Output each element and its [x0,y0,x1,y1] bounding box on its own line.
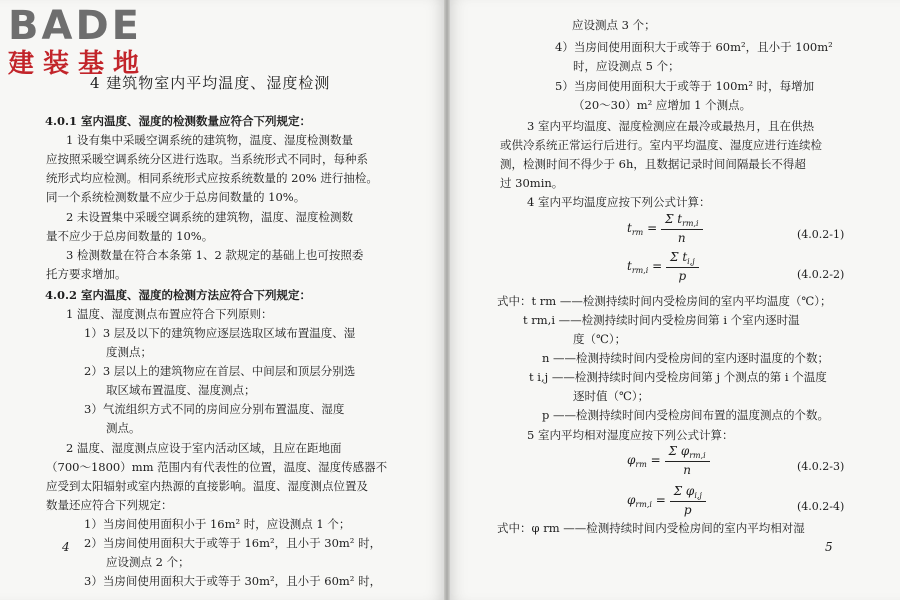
text-line: 应设测点 2 个； [106,555,190,569]
text-line: n ——检测持续时间内受检房间的室内逐时温度的个数； [542,351,830,365]
eq2-num: Σ t [670,250,688,264]
eq4-den: p [683,503,692,517]
eq1-lhs: t [627,221,632,235]
eq2-num-sub: i,j [687,257,695,266]
equation-4-0-2-2: $t_{rm,i}$ = $\frac{\Sigma t_{i,j}}{p}$ [627,250,699,283]
text-line: 统形式均应检测。相同系统形式应按系统数量的 20% 进行抽检。 [46,171,378,185]
text-line: 2 未设置集中采暖空调系统的建筑物，温度、湿度检测数 [66,210,353,224]
eq2-number: (4.0.2-2) [797,268,845,281]
eq3-fraction [665,444,710,477]
text-line: t i,j ——检测持续时间内受检房间第 j 个测点的第 i 个温度 [529,370,827,384]
text-line: 取区域布置温度、湿度测点； [106,383,256,397]
equation-4-0-2-3: $\varphi_{rm}$ = $\frac{\Sigma \varphi_{rm,i}}{n}$ [627,444,710,477]
text-line: 时，应设测点 5 个； [573,59,680,73]
watermark-logo [8,3,178,80]
eq1-number: (4.0.2-1) [797,228,845,241]
page-number-right: 5 [825,540,833,554]
text-line: 2 温度、湿度测点应设于室内活动区域，且应在距地面 [66,441,342,455]
text-line: 3）气流组织方式不同的房间应分别布置温度、湿度 [84,402,345,416]
text-line: 1 设有集中采暖空调系统的建筑物，温度、湿度检测数量 [66,133,353,147]
eq2-lhs-sub: rm,i [631,266,649,275]
eq4-num: Σ φ [673,484,695,498]
text-line: 3 检测数量在符合本条第 1、2 款规定的基础上也可按照委 [66,248,364,262]
right-page [447,0,900,600]
page-number-left: 4 [62,540,70,554]
eq4-fraction [670,484,706,517]
eq2-lhs: t [627,259,632,273]
text-line: 应受到太阳辐射或室内热源的直接影响。温度、湿度测点位置及 [46,479,368,493]
text-line: 度（℃）； [573,332,627,346]
eq1-den: n [677,231,686,245]
equation-4-0-2-1: $t_{rm}$ = $\frac{\Sigma t_{rm,i}}{n}$ [627,212,703,245]
chapter-title: 4 建筑物室内平均温度、湿度检测 [90,74,331,92]
text-line: 3 室内平均温度、湿度检测应在最冷或最热月，且在供热 [527,119,814,133]
text-line: 数量还应符合下列规定： [46,498,173,512]
text-line: （20～30）m² 应增加 1 个测点。 [573,98,752,112]
text-line: （700～1800）mm 范围内有代表性的位置，温度、湿度传感器不 [46,460,388,474]
eq4-lhs: φ [627,493,636,507]
clause-4-0-1: 4.0.1 室内温度、湿度的检测数量应符合下列规定： [45,114,312,128]
text-line: 应设测点 3 个； [572,18,656,32]
eq4-number: (4.0.2-4) [797,500,845,513]
text-line: 测，检测时间不得少于 6h，且数据记录时间间隔最长不得超 [500,157,806,171]
text-line: 同一个系统检测数量不应少于总房间数量的 10%。 [46,190,306,204]
text-line: 式中：φ rm ——检测持续时间内受检房间的室内平均相对湿 [497,521,805,535]
text-line: 4 室内平均温度应按下列公式计算： [527,195,711,209]
text-line: 应按照采暖空调系统分区进行选取。当系统形式不同时，每种系 [46,152,368,166]
text-line: 5 室内平均相对湿度应按下列公式计算： [527,428,734,442]
text-line: t rm,i ——检测持续时间内受检房间第 i 个室内逐时温 [523,313,800,327]
text-line: 4）当房间使用面积大于或等于 60m²，且小于 100m² [555,40,833,54]
eq1-num-sub: rm,i [682,219,699,228]
book-gutter [444,0,450,600]
text-line: 过 30min。 [500,176,564,190]
equation-4-0-2-4: $\varphi_{rm,i}$ = $\frac{\Sigma \varphi_{i,j}}{p}$ [627,484,706,517]
text-line: 2）3 层以上的建筑物应在首层、中间层和顶层分别选 [84,364,356,378]
eq3-lhs: φ [627,453,636,467]
text-line: 5）当房间使用面积大于或等于 100m² 时，每增加 [555,79,815,93]
text-line: 或供冷系统正常运行后进行。室内平均温度、湿度应进行连续检 [500,138,822,152]
eq3-number: (4.0.2-3) [797,460,845,473]
text-line: p ——检测持续时间内受检房间布置的温度测点的个数。 [542,408,830,422]
eq4-num-sub: i,j [694,491,702,500]
logo-sub-text: 建装基地 [8,49,149,79]
eq3-lhs-sub: rm [635,460,647,469]
eq2-fraction [666,250,699,283]
eq3-num: Σ φ [668,444,690,458]
text-line: 测点。 [106,421,141,435]
eq3-num-sub: rm,i [689,451,706,460]
text-line: 逐时值（℃）； [573,389,650,403]
eq1-fraction [661,212,703,245]
text-line: 3）当房间使用面积大于或等于 30m²，且小于 60m² 时， [84,574,382,588]
text-line: 托方要求增加。 [46,267,127,281]
eq4-lhs-sub: rm,i [635,500,652,509]
text-line: 1）3 层及以下的建筑物应逐层选取区域布置温度、湿 [84,326,356,340]
eq3-den: n [683,463,691,477]
clause-4-0-2: 4.0.2 室内温度、湿度的检测方法应符合下列规定： [45,288,312,302]
text-line: 1 温度、湿度测点布置应符合下列原则： [66,307,273,321]
text-line: 式中：t rm ——检测持续时间内受检房间的室内平均温度（℃）； [497,294,832,308]
logo-main-text: BADE [8,3,142,49]
left-page [0,0,447,600]
eq1-lhs-sub: rm [631,228,644,237]
text-line: 量不应少于总房间数量的 10%。 [46,229,214,243]
text-line: 度测点； [106,345,152,359]
text-line: 1）当房间使用面积小于 16m² 时，应设测点 1 个； [84,517,351,531]
eq1-num: Σ t [664,212,683,226]
eq2-den: p [678,269,687,283]
text-line: 2）当房间使用面积大于或等于 16m²，且小于 30m² 时， [84,536,382,550]
